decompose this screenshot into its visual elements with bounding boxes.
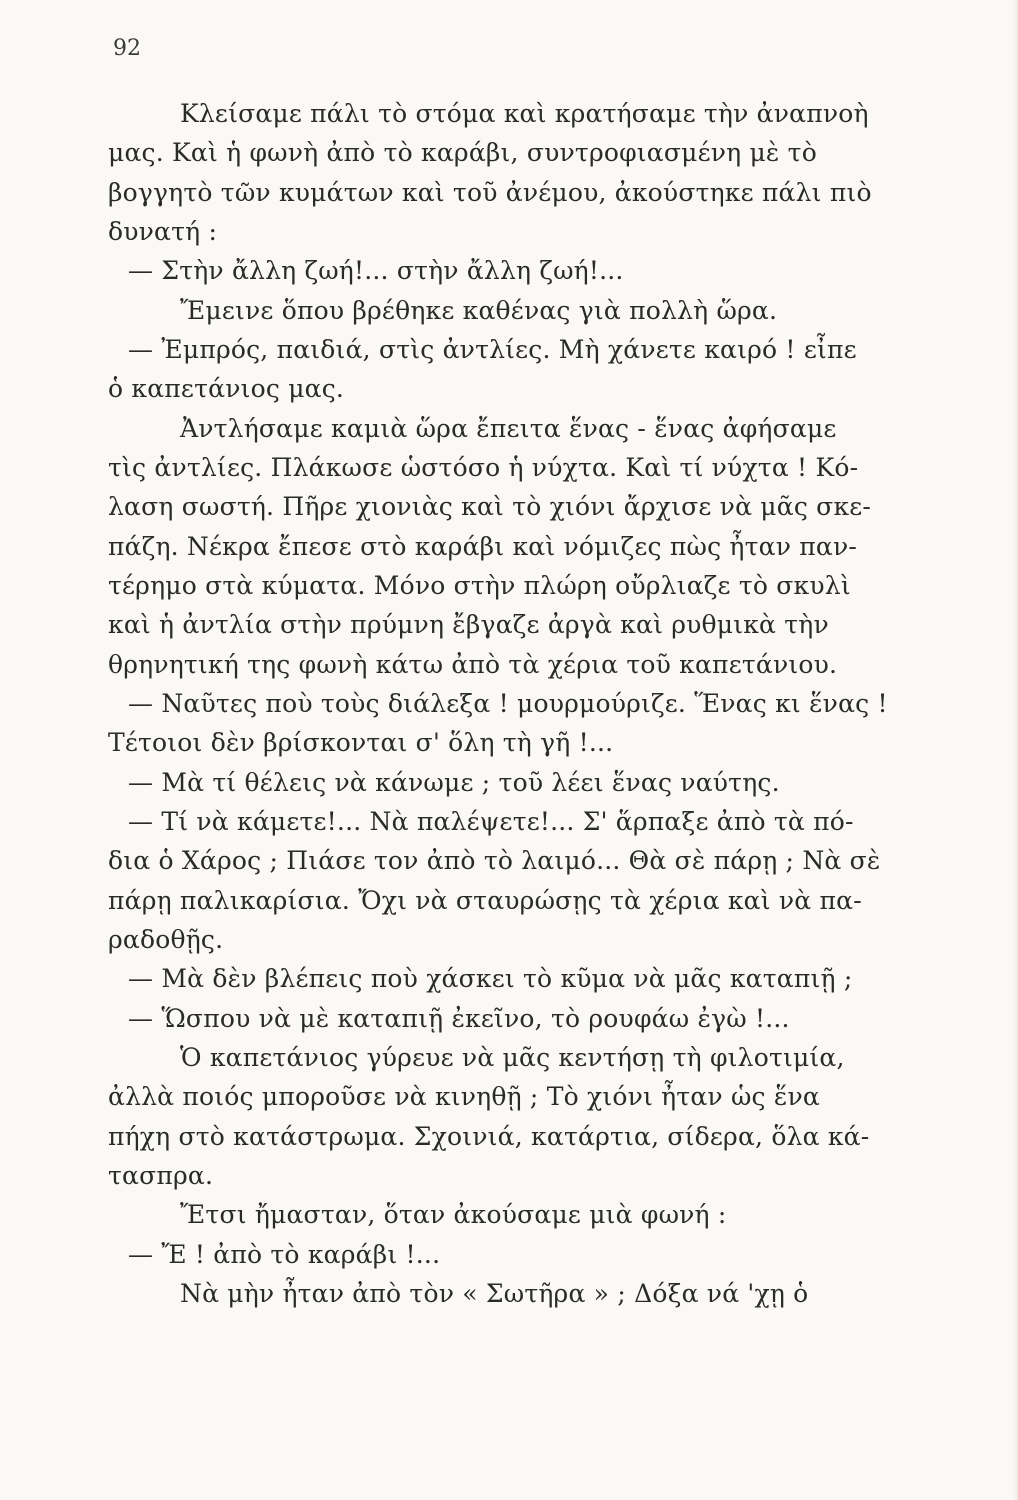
text-line: — Ναῦτες ποὺ τοὺς διάλεξα ! μουρμούριζε. Ἕνας κι ἕνας ! [128,688,888,718]
text-line: τὶς ἀντλίες. Πλάκωσε ὡστόσο ἡ νύχτα. Καὶ τί νύχτα ! Κό- [108,452,859,482]
text-line: — Ἔ ! ἀπὸ τὸ καράβι !... [128,1239,441,1269]
text-line: πήχη στὸ κατάστρωμα. Σχοινιά, κατάρτια, σίδερα, ὅλα κά- [108,1121,870,1151]
text-line: — Ἐμπρός, παιδιά, στὶς ἀντλίες. Μὴ χάνετε καιρό ! εἶπε [128,334,857,364]
text-line: πάρῃ παλικαρίσια. Ὄχι νὰ σταυρώσῃς τὰ χέρια καὶ νὰ πα- [108,885,862,915]
page-text [108,94,988,1313]
text-line: πάζη. Νέκρα ἔπεσε στὸ καράβι καὶ νόμιζες πὼς ἦταν παν- [108,531,858,561]
text-line: — Ὥσπου νὰ μὲ καταπιῇ ἐκεῖνο, τὸ ρουφάω ἐγὼ !... [128,1003,790,1033]
text-line: Τέτοιοι δὲν βρίσκονται σ' ὅλη τὴ γῆ !... [108,728,614,758]
page-edge [1012,0,1018,1500]
text-line: μας. Καὶ ἡ φωνὴ ἀπὸ τὸ καράβι, συντροφιασμένη μὲ τὸ [108,138,817,168]
text-line: Ἔμεινε ὅπου βρέθηκε καθένας γιὰ πολλὴ ὥρα. [180,295,778,325]
text-line: τασπρα. [108,1160,214,1190]
text-line: Ὁ καπετάνιος γύρευε νὰ μᾶς κεντήσῃ τὴ φιλοτιμία, [180,1042,845,1072]
text-line: ἀλλὰ ποιός μποροῦσε νὰ κινηθῇ ; Τὸ χιόνι ἦταν ὡς ἕνα [108,1082,820,1112]
text-line: καὶ ἡ ἀντλία στὴν πρύμνη ἔβγαζε ἀργὰ καὶ ρυθμικὰ τὴν [108,610,829,640]
text-line: θρηνητική της φωνὴ κάτω ἀπὸ τὰ χέρια τοῦ καπετάνιου. [108,649,838,679]
text-line: λαση σωστή. Πῆρε χιονιὰς καὶ τὸ χιόνι ἄρχισε νὰ μᾶς σκε- [108,492,872,522]
text-line: Νὰ μὴν ἦταν ἀπὸ τὸν « Σωτῆρα » ; Δόξα νά 'χῃ ὁ [180,1278,809,1308]
text-line: Κλείσαμε πάλι τὸ στόμα καὶ κρατήσαμε τὴν ἀναπνοὴ [180,99,869,128]
text-line: δια ὁ Χάρος ; Πιάσε τον ἀπὸ τὸ λαιμό... Θὰ σὲ πάρῃ ; Νὰ σὲ [108,846,881,876]
text-line: — Τί νὰ κάμετε!... Νὰ παλέψετε!... Σ' ἅρπαξε ἀπὸ τὰ πό- [128,806,854,836]
text-line: δυνατή : [108,216,218,246]
text-line: βογγητὸ τῶν κυμάτων καὶ τοῦ ἀνέμου, ἀκούστηκε πάλι πιὸ [108,177,872,207]
text-line: Ἀντλήσαμε καμιὰ ὥρα ἔπειτα ἕνας - ἕνας ἀφήσαμε [180,413,837,443]
page-number: 92 [113,36,141,61]
text-line: τέρημο στὰ κύματα. Μόνο στὴν πλώρη οὔρλιαζε τὸ σκυλὶ [108,570,851,600]
text-line: — Μὰ δὲν βλέπεις ποὺ χάσκει τὸ κῦμα νὰ μᾶς καταπιῇ ; [128,964,853,994]
text-line: Ἔτσι ἤμασταν, ὅταν ἀκούσαμε μιὰ φωνή : [180,1200,727,1230]
text-line: — Μὰ τί θέλεις νὰ κάνωμε ; τοῦ λέει ἕνας ναύτης. [128,767,780,797]
text-line: — Στὴν ἄλλη ζωή!... στὴν ἄλλη ζωή!... [128,256,624,286]
text-line: ὁ καπετάνιος μας. [108,374,345,404]
text-line: ραδοθῇς. [108,924,224,954]
